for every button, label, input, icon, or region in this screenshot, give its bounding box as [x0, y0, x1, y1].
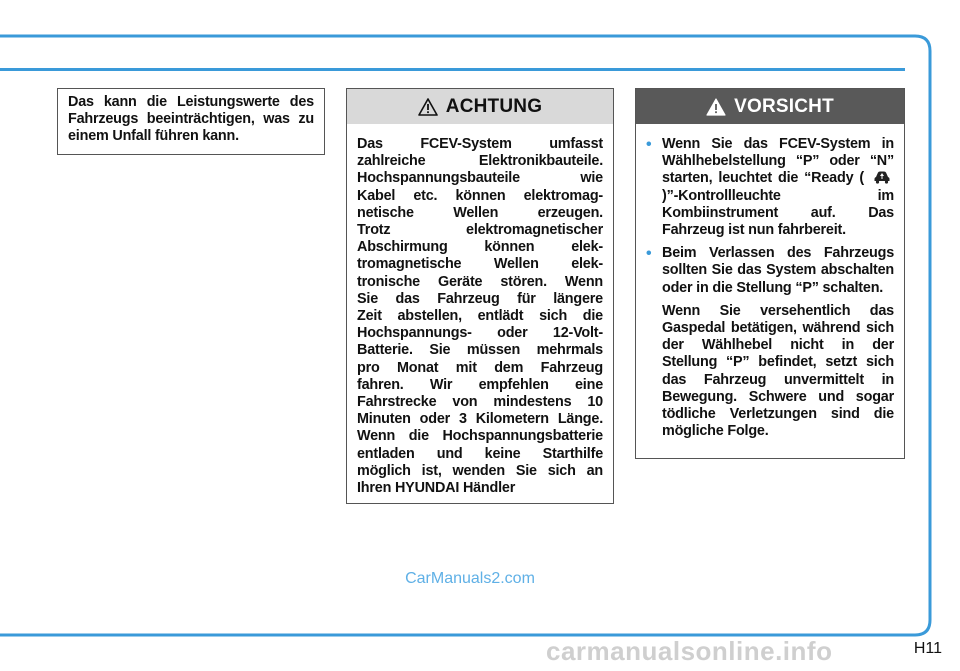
- bullet-dot-icon: •: [646, 136, 652, 153]
- bullet-dot-icon: •: [646, 245, 652, 263]
- achtung-line: pro Monat mit dem Fahrzeug: [357, 359, 603, 376]
- achtung-title: ACHTUNG: [445, 95, 543, 117]
- achtung-line: Zeit abstellen, entlädt sich die: [357, 308, 603, 325]
- vorsicht-title: VORSICHT: [734, 95, 834, 117]
- vorsicht-box: [635, 88, 905, 459]
- achtung-line: fahren. Wir empfehlen eine: [357, 376, 603, 393]
- bullet1-text-before: Wenn Sie das FCEV-System in Wählhebelstellung “P” oder “N” starten, leuchtet die “Ready (: [662, 136, 894, 187]
- achtung-line: tronische Geräte stören. Wenn: [357, 273, 603, 290]
- vorsicht-text: [636, 124, 904, 440]
- achtung-line: Kabel etc. können elektromag-: [357, 187, 603, 204]
- achtung-line: möglich ist, wenden Sie sich an: [357, 462, 603, 479]
- achtung-line: Fahrstrecke von mindestens 10: [357, 394, 603, 411]
- achtung-line: Das FCEV-System umfasst: [357, 136, 603, 152]
- list-item: [646, 245, 894, 297]
- car-ready-icon: [873, 170, 891, 184]
- achtung-line: Minuten oder 3 Kilometern Länge.: [357, 411, 603, 428]
- achtung-line: Hochspannungs- oder 12-Volt-: [357, 325, 603, 342]
- achtung-line: netische Wellen erzeugen.: [357, 204, 603, 221]
- watermark-carmanuals2[interactable]: CarManuals2.com: [405, 570, 535, 587]
- achtung-line: Ihren HYUNDAI Händler: [357, 480, 516, 497]
- warning-triangle-icon: [418, 98, 438, 116]
- achtung-line: Sie das Fahrzeug für längere: [357, 290, 603, 307]
- page-number: H11: [913, 640, 942, 657]
- bullet2-text: Beim Verlassen des Fahrzeugs sollten Sie das System abschalten oder in die Stellung “P” schalten.: [662, 245, 894, 296]
- warning-triangle-icon: [706, 98, 726, 116]
- watermark-carmanualsonline: carmanualsonline.info: [546, 636, 833, 666]
- achtung-line: Trotz elektromagnetischer: [357, 222, 603, 239]
- list-item: [646, 136, 894, 239]
- continuation-note-box: [57, 88, 325, 155]
- continuation-note-text: Das kann die Leistungswerte des Fahrzeugs beeinträchtigen, was zu einem Unfall führen kann.: [68, 94, 314, 145]
- vorsicht-bullet-list: [646, 136, 894, 297]
- achtung-line: entladen und keine Starthilfe: [357, 445, 603, 462]
- header-rule: [0, 68, 905, 71]
- achtung-text: [347, 124, 613, 497]
- bullet1-text-after: )”-Kontrollleuchte im Kombiinstrument auf. Das Fahrzeug ist nun fahrbereit.: [662, 187, 894, 239]
- achtung-line: Hochspannungsbauteile wie: [357, 170, 603, 187]
- achtung-box: [346, 88, 614, 504]
- vorsicht-header: [636, 89, 904, 124]
- achtung-line: Batterie. Sie müssen mehrmals: [357, 342, 603, 359]
- vorsicht-paragraph: Wenn Sie versehentlich das Gaspedal betätigen, während sich der Wählhebel nicht in der Stellung “P” befindet, setzt sich das Fahrzeug unvermittelt in Bewegung. Schwere und sogar tödliche Verletzungen sind die mögliche Folge.: [662, 302, 894, 440]
- achtung-line: Wenn die Hochspannungsbatterie: [357, 428, 603, 445]
- achtung-line: Abschirmung können elek-: [357, 239, 603, 256]
- achtung-line: tromagnetische Wellen elek-: [357, 256, 603, 273]
- achtung-header: [347, 89, 613, 124]
- achtung-line: zahlreiche Elektronikbauteile.: [357, 153, 603, 170]
